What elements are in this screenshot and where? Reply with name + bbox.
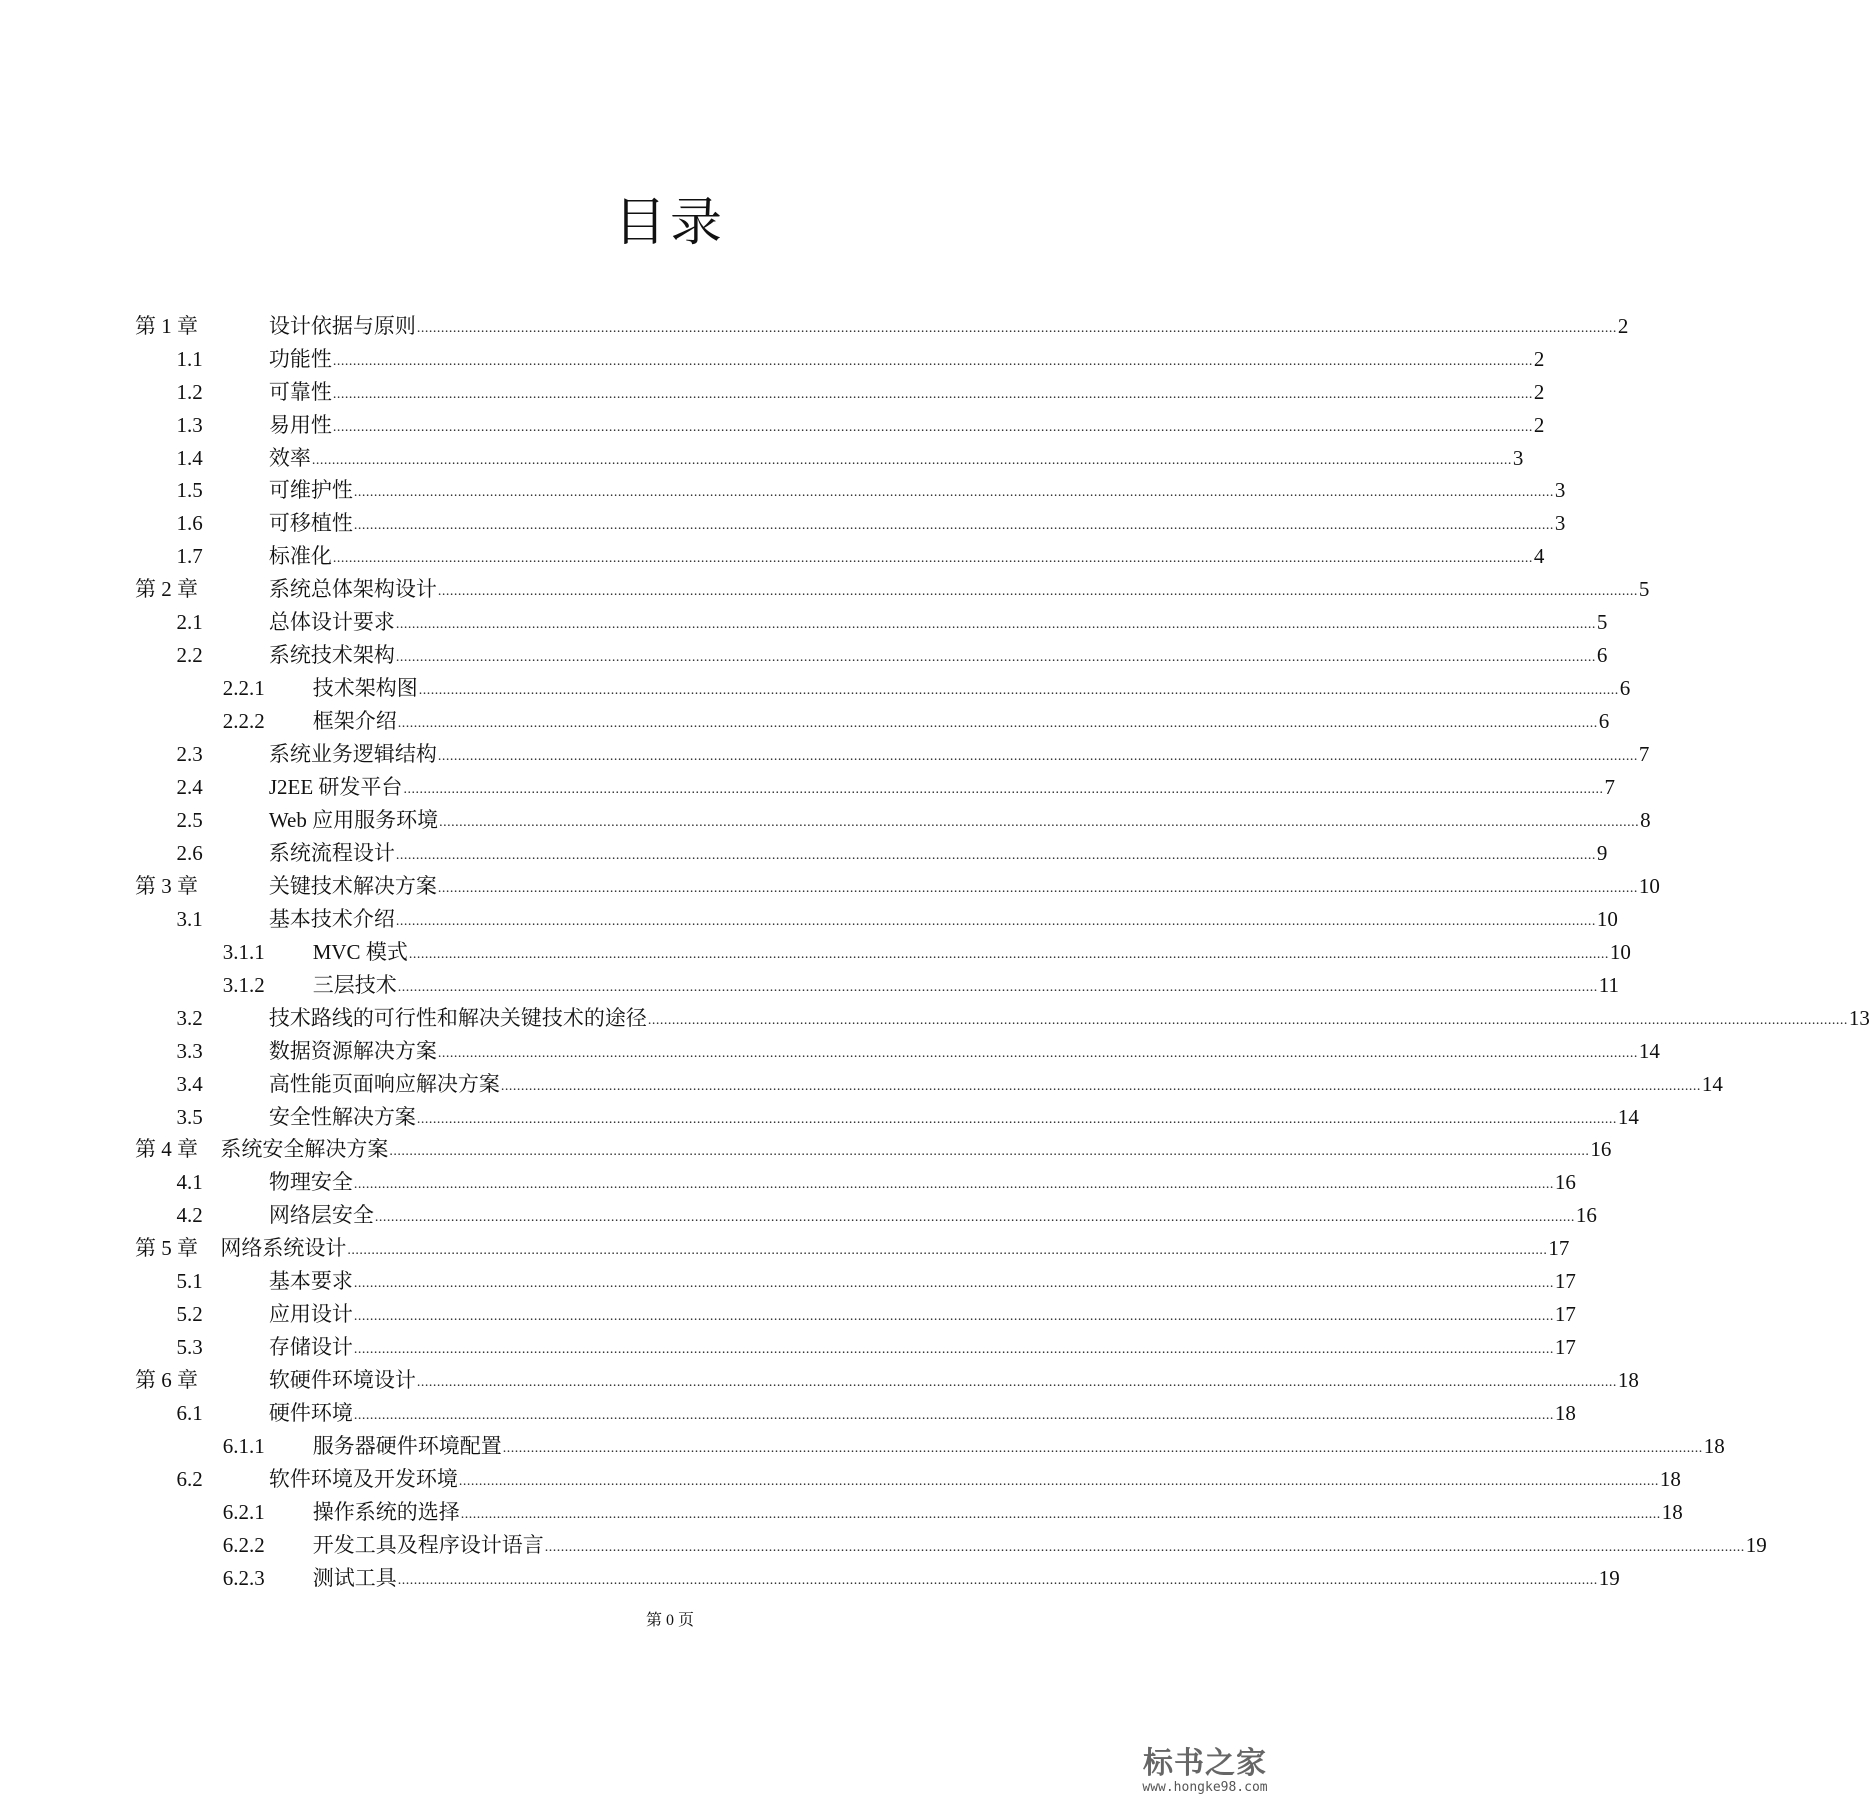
toc-entry-title: 技术架构图: [312, 676, 418, 701]
toc-entry[interactable]: [222, 1565, 1620, 1595]
toc-entry[interactable]: [176, 642, 1608, 672]
toc-entry-page: 19: [1598, 1565, 1620, 1590]
toc-entry[interactable]: [135, 1235, 1570, 1265]
toc-entry-page: 10: [1609, 939, 1631, 964]
toc-entry-number: 1.5: [176, 478, 203, 503]
toc-entry[interactable]: [176, 412, 1545, 442]
toc-entry-number: 6.2.1: [222, 1499, 265, 1524]
dot-leader: ............................................................................................................................................................................................................................................................................................................: [502, 1441, 1703, 1457]
dot-leader: ............................................................................................................................................................................................................................................................................................................: [458, 1473, 1659, 1489]
toc-entry-number: 4.1: [176, 1170, 203, 1195]
toc-entry-number: 第 4 章: [135, 1137, 199, 1162]
dot-leader: ............................................................................................................................................................................................................................................................................................................: [332, 419, 1533, 435]
toc-entry-body: [268, 1038, 1660, 1064]
toc-entry-page: 3: [1554, 511, 1566, 536]
toc-entry-title: 总体设计要求: [268, 610, 395, 635]
dot-leader: ............................................................................................................................................................................................................................................................................................................: [416, 320, 1617, 336]
dot-leader: ............................................................................................................................................................................................................................................................................................................: [311, 452, 1512, 468]
toc-entry-number: 1.3: [176, 412, 203, 437]
toc-entry-page: 17: [1554, 1302, 1576, 1327]
dot-leader: ............................................................................................................................................................................................................................................................................................................: [437, 584, 1638, 600]
dot-leader: ............................................................................................................................................................................................................................................................................................................: [460, 1506, 1661, 1522]
toc-entry-body: [268, 576, 1650, 602]
toc-entry-page: 16: [1590, 1137, 1612, 1162]
toc-entry-page: 16: [1554, 1170, 1576, 1195]
toc-entry[interactable]: [176, 346, 1545, 376]
toc-entry-body: [268, 609, 1608, 635]
toc-entry-page: 3: [1554, 478, 1566, 503]
dot-leader: ............................................................................................................................................................................................................................................................................................................: [389, 1144, 1590, 1160]
toc-entry-number: 2.6: [176, 840, 203, 865]
toc-entry-title: Web 应用服务环境: [268, 807, 439, 832]
toc-entry-page: 17: [1548, 1236, 1570, 1261]
dot-leader: ............................................................................................................................................................................................................................................................................................................: [395, 847, 1596, 863]
toc-entry-title: 软硬件环境设计: [268, 1368, 416, 1393]
toc-entry-body: [268, 741, 1650, 767]
toc-entry[interactable]: [222, 708, 1610, 738]
toc-entry-title: 测试工具: [312, 1565, 397, 1590]
toc-entry[interactable]: [135, 576, 1650, 606]
toc-entry-body: [312, 1565, 1620, 1591]
toc-entry-title: 关键技术解决方案: [268, 873, 437, 898]
watermark-name: 标书之家: [1143, 1747, 1267, 1780]
dot-leader: ............................................................................................................................................................................................................................................................................................................: [416, 1375, 1617, 1391]
toc-entry-title: 系统技术架构: [268, 643, 395, 668]
toc-entry-title: 存储设计: [268, 1335, 353, 1360]
toc-entry[interactable]: [176, 1005, 1870, 1035]
toc-entry-title: 基本要求: [268, 1269, 353, 1294]
toc-entry[interactable]: [176, 1268, 1576, 1298]
toc-entry-number: 第 5 章: [135, 1236, 199, 1261]
toc-entry-number: 3.4: [176, 1071, 203, 1096]
toc-entry[interactable]: [176, 1202, 1597, 1232]
toc-entry-body: [268, 1104, 1639, 1130]
toc-entry-title: 物理安全: [268, 1170, 353, 1195]
toc-entry-page: 18: [1617, 1368, 1639, 1393]
toc-entry[interactable]: [176, 774, 1615, 804]
dot-leader: ............................................................................................................................................................................................................................................................................................................: [347, 1243, 1548, 1259]
toc-entry-number: 3.1.1: [222, 939, 265, 964]
toc-entry[interactable]: [176, 1071, 1723, 1101]
toc-entry-number: 1.1: [176, 346, 203, 371]
toc-entry-number: 第 3 章: [135, 873, 199, 898]
toc-entry[interactable]: [135, 313, 1629, 343]
dot-leader: ............................................................................................................................................................................................................................................................................................................: [437, 749, 1638, 765]
dot-leader: ............................................................................................................................................................................................................................................................................................................: [397, 979, 1598, 995]
dot-leader: ............................................................................................................................................................................................................................................................................................................: [353, 1177, 1554, 1193]
toc-entry-number: 2.1: [176, 610, 203, 635]
dot-leader: ............................................................................................................................................................................................................................................................................................................: [374, 1210, 1575, 1226]
toc-entry[interactable]: [222, 972, 1619, 1002]
dot-leader: ............................................................................................................................................................................................................................................................................................................: [418, 683, 1619, 699]
toc-entry-page: 6: [1596, 643, 1608, 668]
toc-entry-title: 开发工具及程序设计语言: [312, 1532, 544, 1557]
toc-entry-title: 技术路线的可行性和解决关键技术的途径: [268, 1005, 647, 1030]
toc-entry-title: 标准化: [268, 544, 332, 569]
toc-entry-title: 网络层安全: [268, 1203, 374, 1228]
toc-entry-title: 系统总体架构设计: [268, 577, 437, 602]
toc-entry-body: [268, 642, 1608, 668]
toc-entry-body: [268, 1367, 1639, 1393]
toc-entry[interactable]: [176, 906, 1618, 936]
page-number-footer: 第 0 页: [645, 1612, 694, 1629]
toc-entry-page: 3: [1512, 445, 1524, 470]
toc-entry-body: [312, 675, 1631, 701]
dot-leader: ............................................................................................................................................................................................................................................................................................................: [403, 782, 1604, 798]
toc-entry-number: 5.2: [176, 1302, 203, 1327]
toc-entry-page: 2: [1617, 313, 1629, 338]
toc-entry-page: 5: [1638, 577, 1650, 602]
toc-entry[interactable]: [176, 1400, 1576, 1430]
toc-entry-page: 2: [1533, 379, 1545, 404]
dot-leader: ............................................................................................................................................................................................................................................................................................................: [544, 1539, 1745, 1555]
toc-entry-number: 3.3: [176, 1038, 203, 1063]
toc-entry-number: 1.2: [176, 379, 203, 404]
toc-entry-body: [268, 840, 1608, 866]
toc-entry-page: 14: [1701, 1071, 1723, 1096]
dot-leader: ............................................................................................................................................................................................................................................................................................................: [395, 617, 1596, 633]
toc-entry-title: 三层技术: [312, 972, 397, 997]
toc-entry-title: 框架介绍: [312, 709, 397, 734]
toc-entry-body: [312, 1499, 1683, 1525]
toc-entry-body: [268, 1202, 1597, 1228]
toc-entry[interactable]: [222, 939, 1631, 969]
toc-entry-body: [220, 1235, 1570, 1261]
toc-entry-title: 数据资源解决方案: [268, 1038, 437, 1063]
dot-leader: ............................................................................................................................................................................................................................................................................................................: [395, 913, 1596, 929]
toc-entry[interactable]: [176, 807, 1651, 837]
toc-entry-number: 3.1.2: [222, 972, 265, 997]
toc-entry-title: 可移植性: [268, 511, 353, 536]
toc-entry-number: 3.5: [176, 1104, 203, 1129]
toc-entry-body: [268, 1268, 1576, 1294]
dot-leader: ............................................................................................................................................................................................................................................................................................................: [353, 1342, 1554, 1358]
toc-entry-number: 2.4: [176, 775, 203, 800]
toc-entry-number: 6.2.3: [222, 1565, 265, 1590]
dot-leader: ............................................................................................................................................................................................................................................................................................................: [500, 1078, 1701, 1094]
toc-entry-title: 效率: [268, 445, 311, 470]
toc-entry-body: [268, 346, 1545, 372]
toc-entry-title: 应用设计: [268, 1302, 353, 1327]
toc-entry[interactable]: [135, 1367, 1639, 1397]
toc-entry-title: 网络系统设计: [220, 1236, 347, 1261]
watermark-url: www.hongke98.com: [1142, 1780, 1268, 1795]
toc-entry-body: [268, 873, 1660, 899]
toc-entry-body: [268, 1400, 1576, 1426]
toc-entry-page: 16: [1575, 1203, 1597, 1228]
toc-entry-page: 18: [1659, 1466, 1681, 1491]
toc-entry-title: J2EE 研发平台: [268, 775, 403, 800]
toc-entry-page: 8: [1640, 807, 1651, 832]
toc-entry[interactable]: [135, 1136, 1612, 1166]
toc-entry-body: [268, 1301, 1576, 1327]
toc-entry-page: 5: [1596, 610, 1608, 635]
toc-entry-page: 10: [1638, 873, 1660, 898]
toc-entry-page: 19: [1745, 1532, 1767, 1557]
toc-entry-body: [312, 708, 1610, 734]
toc-entry-page: 10: [1596, 906, 1618, 931]
toc-entry-page: 18: [1554, 1401, 1576, 1426]
toc-entry-page: 6: [1598, 709, 1610, 734]
dot-leader: ............................................................................................................................................................................................................................................................................................................: [408, 946, 1609, 962]
dot-leader: ............................................................................................................................................................................................................................................................................................................: [439, 814, 1640, 830]
toc-entry-number: 第 2 章: [135, 577, 199, 602]
toc-entry[interactable]: [176, 477, 1566, 507]
dot-leader: ............................................................................................................................................................................................................................................................................................................: [353, 1408, 1554, 1424]
toc-entry-page: 14: [1638, 1038, 1660, 1063]
toc-entry-title: 易用性: [268, 412, 332, 437]
toc-entry-title: 硬件环境: [268, 1401, 353, 1426]
toc-entry-body: [268, 807, 1651, 833]
toc-entry-number: 2.3: [176, 742, 203, 767]
toc-entry[interactable]: [176, 510, 1566, 540]
toc-entry-title: 高性能页面响应解决方案: [268, 1071, 500, 1096]
toc-entry-title: MVC 模式: [312, 939, 408, 964]
toc-entry-body: [312, 1532, 1767, 1558]
toc-entry-number: 6.2: [176, 1466, 203, 1491]
toc-entry[interactable]: [176, 1169, 1576, 1199]
toc-entry[interactable]: [222, 1532, 1767, 1562]
toc-entry-body: [268, 379, 1545, 405]
dot-leader: ............................................................................................................................................................................................................................................................................................................: [332, 551, 1533, 567]
toc-entry-body: [312, 939, 1631, 965]
toc-entry-number: 2.2.2: [222, 709, 265, 734]
toc-entry[interactable]: [176, 379, 1545, 409]
toc-entry-title: 系统安全解决方案: [220, 1137, 389, 1162]
toc-entry-title: 设计依据与原则: [268, 313, 416, 338]
toc-entry[interactable]: [222, 1433, 1725, 1463]
dot-leader: ............................................................................................................................................................................................................................................................................................................: [437, 880, 1638, 896]
toc-entry[interactable]: [176, 609, 1608, 639]
dot-leader: ............................................................................................................................................................................................................................................................................................................: [353, 1276, 1554, 1292]
toc-entry-number: 5.1: [176, 1269, 203, 1294]
watermark-logo: [1140, 1748, 1270, 1796]
toc-entry[interactable]: [176, 1038, 1660, 1068]
toc-entry[interactable]: [176, 1104, 1639, 1134]
toc-entry-title: 软件环境及开发环境: [268, 1466, 458, 1491]
toc-entry[interactable]: [176, 1334, 1576, 1364]
toc-entry[interactable]: [176, 840, 1608, 870]
toc-entry-number: 3.2: [176, 1005, 203, 1030]
toc-entry-page: 2: [1533, 412, 1545, 437]
toc-entry-page: 17: [1554, 1335, 1576, 1360]
toc-entry-body: [268, 510, 1566, 536]
toc-entry-number: 1.7: [176, 544, 203, 569]
toc-entry-title: 基本技术介绍: [268, 906, 395, 931]
dot-leader: ............................................................................................................................................................................................................................................................................................................: [353, 518, 1554, 534]
dot-leader: ............................................................................................................................................................................................................................................................................................................: [397, 1572, 1598, 1588]
toc-entry-page: 14: [1617, 1104, 1639, 1129]
toc-entry-body: [268, 445, 1524, 471]
toc-entry-number: 2.5: [176, 807, 203, 832]
toc-entry-body: [268, 906, 1618, 932]
toc-entry-body: [312, 1433, 1725, 1459]
dot-leader: ............................................................................................................................................................................................................................................................................................................: [395, 650, 1596, 666]
toc-entry-number: 2.2: [176, 643, 203, 668]
toc-entry-page: 7: [1638, 742, 1650, 767]
toc-entry-page: 2: [1533, 346, 1545, 371]
toc-entry-number: 第 6 章: [135, 1368, 199, 1393]
dot-leader: ............................................................................................................................................................................................................................................................................................................: [353, 485, 1554, 501]
dot-leader: ............................................................................................................................................................................................................................................................................................................: [332, 386, 1533, 402]
toc-entry-number: 第 1 章: [135, 313, 199, 338]
toc-entry-body: [268, 1071, 1723, 1097]
toc-entry[interactable]: [176, 1301, 1576, 1331]
toc-entry[interactable]: [176, 741, 1650, 771]
toc-entry-page: 11: [1598, 972, 1619, 997]
toc-entry[interactable]: [176, 1466, 1681, 1496]
toc-entry-title: 安全性解决方案: [268, 1104, 416, 1129]
toc-entry[interactable]: [176, 445, 1524, 475]
toc-entry-title: 操作系统的选择: [312, 1499, 460, 1524]
toc-entry-body: [268, 1005, 1870, 1031]
toc-entry-title: 服务器硬件环境配置: [312, 1434, 502, 1459]
toc-entry-page: 4: [1533, 544, 1545, 569]
toc-entry-number: 6.1.1: [222, 1434, 265, 1459]
toc-entry-page: 18: [1703, 1434, 1725, 1459]
toc-entry-body: [220, 1136, 1612, 1162]
toc-entry-page: 9: [1596, 840, 1608, 865]
toc-entry[interactable]: [222, 675, 1631, 705]
toc-entry-body: [268, 774, 1615, 800]
toc-entry[interactable]: [135, 873, 1660, 903]
toc-entry-body: [268, 412, 1545, 438]
toc-entry-page: 18: [1661, 1499, 1683, 1524]
toc-entry-page: 13: [1848, 1005, 1870, 1030]
toc-entry-number: 1.6: [176, 511, 203, 536]
toc-entry-number: 5.3: [176, 1335, 203, 1360]
dot-leader: ............................................................................................................................................................................................................................................................................................................: [397, 716, 1598, 732]
toc-entry[interactable]: [176, 543, 1545, 573]
dot-leader: ............................................................................................................................................................................................................................................................................................................: [353, 1309, 1554, 1325]
toc-entry[interactable]: [222, 1499, 1683, 1529]
toc-entry-number: 3.1: [176, 906, 203, 931]
toc-entry-body: [268, 477, 1566, 503]
toc-entry-page: 17: [1554, 1269, 1576, 1294]
dot-leader: ............................................................................................................................................................................................................................................................................................................: [416, 1111, 1617, 1127]
toc-entry-number: 6.2.2: [222, 1532, 265, 1557]
dot-leader: ............................................................................................................................................................................................................................................................................................................: [437, 1045, 1638, 1061]
toc-title: 目录: [613, 195, 726, 252]
toc-entry-page: 6: [1619, 676, 1631, 701]
toc-entry-number: 1.4: [176, 445, 203, 470]
toc-entry-body: [268, 1466, 1681, 1492]
toc-entry-title: 系统流程设计: [268, 840, 395, 865]
toc-entry-title: 可维护性: [268, 478, 353, 503]
toc-entry-body: [268, 313, 1629, 339]
toc-entry-body: [268, 1169, 1576, 1195]
toc-entry-body: [268, 543, 1545, 569]
toc-entry-body: [268, 1334, 1576, 1360]
toc-entry-number: 4.2: [176, 1203, 203, 1228]
toc-entry-body: [312, 972, 1619, 998]
toc-entry-page: 7: [1604, 775, 1615, 800]
toc-entry-title: 可靠性: [268, 379, 332, 404]
dot-leader: ............................................................................................................................................................................................................................................................................................................: [332, 353, 1533, 369]
toc-entry-number: 6.1: [176, 1401, 203, 1426]
toc-entry-title: 功能性: [268, 346, 332, 371]
toc-entry-title: 系统业务逻辑结构: [268, 742, 437, 767]
toc-entry-number: 2.2.1: [222, 676, 265, 701]
dot-leader: ............................................................................................................................................................................................................................................................................................................: [647, 1012, 1848, 1028]
